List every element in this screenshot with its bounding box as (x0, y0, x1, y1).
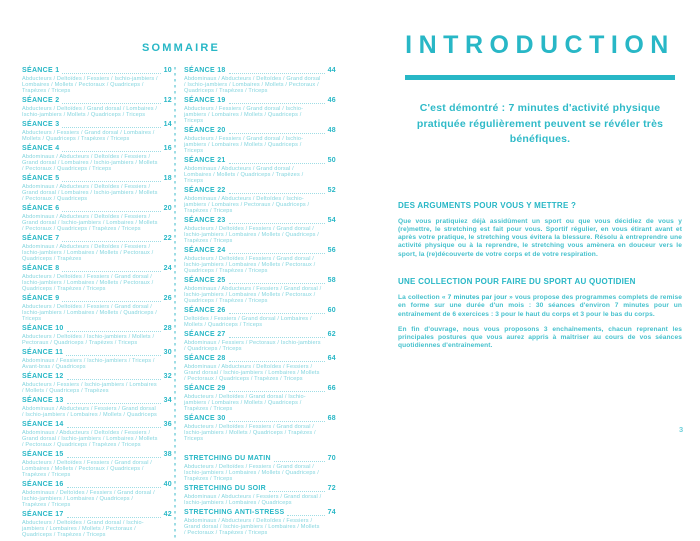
toc-entry-line (22, 295, 172, 303)
toc-entry-line (184, 385, 336, 393)
dotted-leader (229, 313, 325, 314)
toc-entry-muscles: Abducteurs / Deltoïdes / Fessiers / Grand dorsal / Ischio-jambiers / Lombaires / Mollets / Pectoraux / Quadriceps / Trapèzes / Triceps (22, 274, 154, 292)
toc-entry-line (184, 485, 336, 493)
toc-entry-line (22, 121, 172, 129)
toc-entry-line (184, 67, 336, 75)
toc-entry-page-number: 40 (163, 481, 172, 488)
toc-entry-page-number: 32 (163, 373, 172, 380)
dotted-leader (67, 517, 161, 518)
introduction-page (398, 0, 682, 351)
collection-paragraph-2: En fin d'ouvrage, nous vous proposons 3 enchaînements, chacun reprenant les principales postures que vous aurez appris à maîtriser au cours de vos séances quotidiennes d'entraînement. (398, 325, 682, 350)
toc-entry (184, 67, 336, 94)
introduction-title: INTRODUCTION (405, 31, 675, 59)
toc-entry-page-number: 38 (163, 451, 172, 458)
toc-entry (22, 121, 172, 142)
toc-entry-line (184, 217, 336, 225)
dotted-leader (62, 103, 160, 104)
toc-entry (184, 509, 336, 536)
toc-entry-line (22, 325, 172, 333)
toc-entry-title: SÉANCE 1 (22, 67, 60, 74)
toc-entry-title: SÉANCE 15 (22, 451, 64, 458)
toc-entry-line (22, 97, 172, 105)
toc-entry-muscles: Abdominaux / Abducteurs / Fessiers / Grand dorsal / Ischio-jambiers / Lombaires / Mollets / Pectoraux / Quadriceps / Trapèzes / Triceps (184, 286, 322, 304)
toc-entry (22, 97, 172, 118)
toc-entry-line (184, 187, 336, 195)
toc-entry (184, 331, 336, 352)
toc-entry-muscles: Abducteurs / Deltoïdes / Fessiers / Grand dorsal / Ischio-jambiers / Mollets / Quadriceps / Trapèzes / Triceps (184, 424, 316, 442)
toc-entry-page-number: 58 (327, 277, 336, 284)
toc-entry-line (22, 421, 172, 429)
toc-entry-page-number: 68 (327, 415, 336, 422)
dotted-leader (67, 457, 161, 458)
dotted-leader (229, 223, 325, 224)
dotted-leader (229, 193, 325, 194)
toc-entry-muscles: Abdominaux / Abducteurs / Fessiers / Grand dorsal / Ischio-jambiers / Lombaires / Mollets / Quadriceps (22, 406, 157, 418)
toc-entry-muscles: Abdominaux / Abducteurs / Deltoïdes / Fessiers / Grand dorsal / Ischio-jambiers / Lombaires / Mollets / Pectoraux / Quadriceps / Trapèzes / Triceps (184, 364, 320, 382)
toc-entry (22, 373, 172, 394)
toc-entry-title: SÉANCE 24 (184, 247, 226, 254)
dotted-leader (229, 103, 325, 104)
dotted-leader (67, 487, 161, 488)
collection-heading: UNE COLLECTION POUR FAIRE DU SPORT AU QUOTIDIEN (398, 276, 636, 286)
toc-entry-line (184, 97, 336, 105)
dotted-leader (62, 301, 160, 302)
toc-entry-page-number: 24 (163, 265, 172, 272)
toc-entry (184, 485, 336, 506)
toc-entry-muscles: Abdominaux / Fessiers / Ischio-jambiers / Triceps / Avant-bras / Quadriceps (22, 358, 155, 370)
page-number: 3 (679, 425, 684, 434)
toc-entry-page-number: 54 (327, 217, 336, 224)
toc-entry-page-number: 36 (163, 421, 172, 428)
dotted-leader (274, 461, 325, 462)
toc-entry-muscles: Abducteurs / Deltoïdes / Grand dorsal / Ischio-jambiers / Lombaires / Mollets / Quadriceps / Trapèzes / Triceps (184, 394, 306, 412)
toc-entry-title: SÉANCE 12 (22, 373, 64, 380)
toc-entry (22, 481, 172, 508)
toc-entry-page-number: 30 (163, 349, 172, 356)
toc-entry-title: SÉANCE 4 (22, 145, 60, 152)
toc-entry-page-number: 12 (163, 97, 172, 104)
toc-entry-line (184, 127, 336, 135)
toc-entry-page-number: 10 (163, 67, 172, 74)
collection-text-post: » vous propose des programmes complets de remise en forme sur une durée d'un mois : 30 séances d'environ 7 minutes pour un entraînement de 6 exercices : 3 pour le haut du corps et 3 pour le bas du corps. (398, 293, 682, 318)
dotted-leader (62, 211, 160, 212)
toc-column-1 (22, 67, 172, 541)
toc-entry-title: SÉANCE 29 (184, 385, 226, 392)
toc-entry-muscles: Abducteurs / Deltoïdes / Fessiers / Grand dorsal / Ischio-jambiers / Lombaires / Mollets / Quadriceps / Triceps (22, 304, 157, 322)
toc-entry-title: SÉANCE 21 (184, 157, 226, 164)
toc-entry-title: SÉANCE 28 (184, 355, 226, 362)
sommaire-page (22, 0, 340, 541)
toc-entry-line (22, 349, 172, 357)
toc-entry-title: SÉANCE 13 (22, 397, 64, 404)
toc-entry-line (184, 415, 336, 423)
toc-entry (22, 325, 172, 346)
toc-entry-page-number: 56 (327, 247, 336, 254)
toc-entry-muscles: Abducteurs / Deltoïdes / Grand dorsal / Lombaires / Ischio-jambiers / Mollets / Quadriceps / Triceps (22, 106, 158, 118)
toc-entry-muscles: Abducteurs / Deltoïdes / Fessiers / Grand dorsal / Ischio-jambiers / Lombaires / Mollets / Quadriceps / Trapèzes / Triceps (184, 464, 319, 482)
toc-entry-title: SÉANCE 17 (22, 511, 64, 518)
toc-column-2 (176, 67, 336, 541)
toc-entry-title: SÉANCE 6 (22, 205, 60, 212)
toc-entry-muscles: Abdominaux / Abducteurs / Deltoïdes / Fessiers / Ischio-jambiers / Lombaires / Mollets / Pectoraux / Quadriceps / Trapèzes (22, 244, 154, 262)
toc-entry-muscles: Abducteurs / Deltoïdes / Fessiers / Grand dorsal / Ischio-jambiers / Lombaires / Mollets / Pectoraux / Quadriceps / Trapèzes / Triceps (184, 256, 316, 274)
toc-entry (22, 265, 172, 292)
toc-entry-line (22, 265, 172, 273)
toc-entry-muscles: Abducteurs / Fessiers / Grand dorsal / Ischio-jambiers / Lombaires / Mollets / Quadriceps / Triceps (184, 106, 304, 124)
toc-entry (22, 205, 172, 232)
toc-entry-page-number: 66 (327, 385, 336, 392)
toc-entry-muscles: Abducteurs / Fessiers / Grand dorsal / Ischio-jambiers / Lombaires / Mollets / Quadriceps / Triceps (184, 136, 304, 154)
toc-entry (22, 511, 172, 538)
collection-paragraph-1 (398, 294, 682, 319)
toc-entry (184, 277, 336, 304)
toc-entry-page-number: 44 (327, 67, 336, 74)
toc-entry-title: STRETCHING ANTI-STRESS (184, 509, 285, 516)
toc-entry-page-number: 18 (163, 175, 172, 182)
toc-entry-page-number: 16 (163, 145, 172, 152)
toc-entry-line (22, 67, 172, 75)
toc-entry-title: SÉANCE 25 (184, 277, 226, 284)
toc-entry-muscles: Abducteurs / Fessiers / Ischio-jambiers / Lombaires / Mollets / Quadriceps / Trapèzes (22, 382, 157, 394)
toc-entry-line (184, 355, 336, 363)
dotted-leader (62, 241, 160, 242)
dotted-leader (62, 181, 160, 182)
toc-entry (184, 97, 336, 124)
arguments-paragraph: Que vous pratiquiez déjà assidûment un sport ou que vous décidiez de vous y (re)mettre, le stretching est fait pour vous. Sportif régulier, en vous étirant avant et après votre pratique, le stretching vous évitera la blessure. Résolu à entreprendre une activité physique ou à la reprendre, le stretching vous amènera en douceur vers le sport, la (re)découverte de votre corps et de votre respiration. (398, 217, 682, 258)
toc-entry-muscles: Abducteurs / Deltoïdes / Fessiers / Grand dorsal / Ischio-jambiers / Lombaires / Mollets / Quadriceps / Trapèzes / Triceps (184, 226, 319, 244)
toc-entry-title: SÉANCE 7 (22, 235, 60, 242)
toc-entry-line (22, 481, 172, 489)
toc-entry (22, 397, 172, 418)
toc-entry-title: SÉANCE 30 (184, 415, 226, 422)
toc-entry-muscles: Abdominaux / Abducteurs / Deltoïdes / Grand dorsal / Ischio-jambiers / Lombaires / Mollets / Pectoraux / Quadriceps / Trapèzes / Triceps (184, 76, 321, 94)
toc-entry-title: SÉANCE 5 (22, 175, 60, 182)
toc-entry-muscles: Abducteurs / Fessiers / Grand dorsal / Lombaires / Mollets / Quadriceps / Trapèzes / Triceps (22, 130, 155, 142)
toc-entry-page-number: 48 (327, 127, 336, 134)
toc-entry (184, 127, 336, 154)
toc-entry-title: SÉANCE 14 (22, 421, 64, 428)
toc-entry-page-number: 62 (327, 331, 336, 338)
toc-entry-line (184, 307, 336, 315)
toc-entry-title: SÉANCE 8 (22, 265, 60, 272)
toc-entry-page-number: 52 (327, 187, 336, 194)
toc-entry-muscles: Abdominaux / Abducteurs / Deltoïdes / Fessiers / Grand dorsal / Lombaires / Ischio-jambiers / Mollets / Pectoraux / Quadriceps / Triceps (22, 154, 158, 172)
toc-entry-line (22, 175, 172, 183)
toc-entry (22, 451, 172, 478)
toc-entry (22, 175, 172, 202)
toc-entry-page-number: 14 (163, 121, 172, 128)
toc-entry (22, 421, 172, 448)
toc-entry-muscles: Abdominaux / Abducteurs / Deltoïdes / Fessiers / Grand dorsal / Ischio-jambiers / Lombaires / Mollets / Pectoraux / Trapèzes / Triceps (184, 518, 320, 536)
toc-entry-muscles: Abdominaux / Abducteurs / Deltoïdes / Fessiers / Grand dorsal / Ischio-jambiers / Lombaires / Mollets / Pectoraux / Quadriceps / Trapèzes / Triceps (22, 430, 158, 448)
dotted-leader (229, 253, 325, 254)
toc-entry-line (184, 157, 336, 165)
toc-entry-page-number: 34 (163, 397, 172, 404)
toc-entry-muscles: Abducteurs / Deltoïdes / Fessiers / Ischio-jambiers / Lombaires / Mollets / Pectoraux / Quadriceps / Trapèzes / Triceps (22, 76, 158, 94)
collection-title-bold: 7 minutes par jour (447, 293, 508, 301)
toc-entry (184, 307, 336, 328)
toc-entry-title: SÉANCE 18 (184, 67, 226, 74)
toc-entry (22, 145, 172, 172)
toc-entry-page-number: 70 (327, 455, 336, 462)
dotted-leader (62, 127, 160, 128)
toc-entry (22, 349, 172, 370)
toc-entry-line (184, 277, 336, 285)
dotted-leader (62, 73, 160, 74)
toc-entry (184, 247, 336, 274)
toc-entry (184, 385, 336, 412)
toc-entry-line (22, 511, 172, 519)
toc-entry-muscles: Abdominaux / Abducteurs / Deltoïdes / Fessiers / Grand dorsal / Lombaires / Ischio-jambiers / Mollets / Pectoraux / Quadriceps (22, 184, 158, 202)
toc-entry-page-number: 20 (163, 205, 172, 212)
toc-entry-muscles: Abdominaux / Abducteurs / Grand dorsal / Lombaires / Mollets / Quadriceps / Trapèzes / Triceps (184, 166, 304, 184)
dotted-leader (287, 515, 324, 516)
toc-entry-title: SÉANCE 2 (22, 97, 60, 104)
toc-entry-title: SÉANCE 19 (184, 97, 226, 104)
intro-statement: C'est démontré : 7 minutes d'activité physique pratiquée régulièrement peuvent se révéler très bénéfiques. (416, 102, 664, 145)
dotted-leader (229, 361, 325, 362)
toc-entry-page-number: 60 (327, 307, 336, 314)
toc-entry-title: SÉANCE 16 (22, 481, 64, 488)
toc-entry-line (22, 451, 172, 459)
title-underline-rule (405, 75, 675, 80)
toc-entry-page-number: 72 (327, 485, 336, 492)
dotted-leader (229, 133, 325, 134)
dotted-leader (62, 151, 160, 152)
toc-entry-page-number: 50 (327, 157, 336, 164)
toc-entry-muscles: Deltoïdes / Fessiers / Grand dorsal / Lombaires / Mollets / Quadriceps / Triceps (184, 316, 312, 328)
toc-entry-title: SÉANCE 22 (184, 187, 226, 194)
toc-entry (184, 415, 336, 442)
toc-entry-muscles: Abdominaux / Deltoïdes / Fessiers / Grand dorsal / Ischio-jambiers / Lombaires / Quadriceps / Trapèzes / Triceps (22, 490, 155, 508)
toc-entry (184, 217, 336, 244)
toc-entry-line (184, 331, 336, 339)
dotted-leader (67, 331, 161, 332)
toc-entry-page-number: 26 (163, 295, 172, 302)
toc-entry (22, 295, 172, 322)
toc-entry (184, 455, 336, 482)
toc-entry-page-number: 74 (327, 509, 336, 516)
toc-entry (184, 157, 336, 184)
toc-entry-line (184, 247, 336, 255)
dotted-leader (229, 163, 325, 164)
toc-entry-title: SÉANCE 3 (22, 121, 60, 128)
toc-entry-muscles: Abducteurs / Deltoïdes / Ischio-jambiers / Mollets / Pectoraux / Quadriceps / Trapèzes / Triceps (22, 334, 155, 346)
toc-entry-title: SÉANCE 9 (22, 295, 60, 302)
dotted-leader (67, 427, 161, 428)
toc-columns (22, 67, 340, 541)
arguments-heading: DES ARGUMENTS POUR VOUS Y METTRE ? (398, 200, 577, 210)
toc-entry-line (22, 205, 172, 213)
toc-entry-title: SÉANCE 20 (184, 127, 226, 134)
dotted-leader (229, 337, 325, 338)
toc-entry-title: STRETCHING DU MATIN (184, 455, 271, 462)
toc-entry-page-number: 42 (163, 511, 172, 518)
toc-entry-muscles: Abdominaux / Abducteurs / Deltoïdes / Fessiers / Grand dorsal / Ischio-jambiers / Lombaires / Mollets / Pectoraux / Quadriceps / Trapèzes / Triceps (22, 214, 158, 232)
toc-entry-line (22, 373, 172, 381)
toc-entry-line (22, 235, 172, 243)
toc-entry-title: SÉANCE 26 (184, 307, 226, 314)
toc-entry-line (184, 455, 336, 463)
toc-entry-muscles: Abducteurs / Deltoïdes / Fessiers / Grand dorsal / Lombaires / Mollets / Pectoraux / Quadriceps / Trapèzes / Triceps (22, 460, 152, 478)
toc-entry-page-number: 28 (163, 325, 172, 332)
toc-entry-title: SÉANCE 10 (22, 325, 64, 332)
toc-entry-muscles: Abducteurs / Deltoïdes / Grand dorsal / Ischio-jambiers / Lombaires / Mollets / Pectoraux / Quadriceps / Trapèzes / Triceps (22, 520, 144, 538)
toc-entry-title: SÉANCE 23 (184, 217, 226, 224)
toc-entry-line (184, 509, 336, 517)
toc-entry-title: SÉANCE 11 (22, 349, 64, 356)
toc-entry (184, 187, 336, 214)
toc-entry-line (22, 397, 172, 405)
toc-entry-line (22, 145, 172, 153)
toc-entry-title: STRETCHING DU SOIR (184, 485, 267, 492)
dotted-leader (229, 421, 325, 422)
dotted-leader (269, 491, 325, 492)
toc-entry (22, 67, 172, 94)
sommaire-title: SOMMAIRE (141, 42, 221, 54)
dotted-leader (66, 355, 160, 356)
dotted-leader (229, 283, 325, 284)
toc-entry-page-number: 46 (327, 97, 336, 104)
toc-entry-page-number: 22 (163, 235, 172, 242)
dotted-leader (229, 73, 325, 74)
toc-entry-page-number: 64 (327, 355, 336, 362)
toc-entry (184, 355, 336, 382)
toc-entry-muscles: Abdominaux / Abducteurs / Fessiers / Grand dorsal / Ischio-jambiers / Lombaires / Quadriceps (184, 494, 322, 506)
collection-text-pre: La collection « (398, 293, 448, 301)
dotted-leader (67, 379, 161, 380)
dotted-leader (67, 403, 161, 404)
toc-entry-muscles: Abdominaux / Fessiers / Pectoraux / Ischio-jambiers / Quadriceps / Triceps (184, 340, 321, 352)
dotted-leader (62, 271, 160, 272)
toc-entry-title: SÉANCE 27 (184, 331, 226, 338)
toc-entry-muscles: Abdominaux / Abducteurs / Deltoïdes / Ischio-jambiers / Lombaires / Pectoraux / Quadriceps / Trapèzes / Triceps (184, 196, 310, 214)
toc-entry (22, 235, 172, 262)
dotted-leader (229, 391, 325, 392)
